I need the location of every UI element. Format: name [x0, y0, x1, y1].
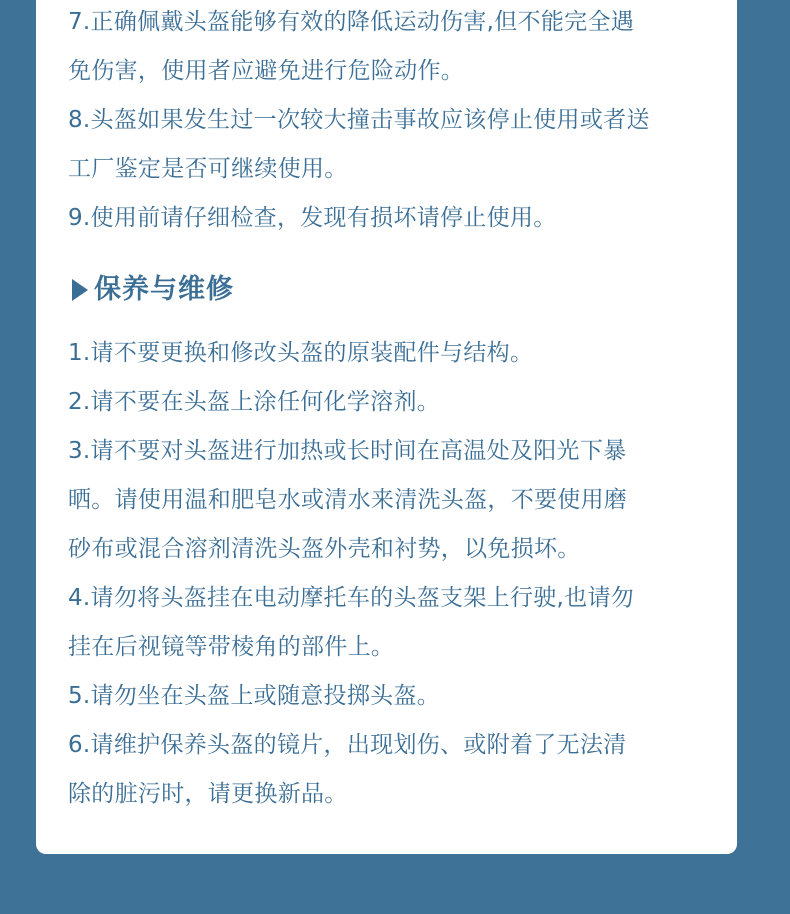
maintenance-item-2: 2.请不要在头盔上涂任何化学溶剂。: [68, 389, 441, 415]
safety-note-7-line-2: 免伤害，使用者应避免进行危险动作。: [68, 58, 465, 84]
safety-note-7-line-1: 7.正确佩戴头盔能够有效的降低运动伤害,但不能完全遇: [68, 9, 635, 35]
triangle-bullet-icon: [72, 279, 88, 301]
maintenance-item-3-line-1: 3.请不要对头盔进行加热或长时间在高温处及阳光下暴: [68, 438, 627, 464]
section-heading-maintenance: [72, 270, 234, 310]
safety-note-8-line-1: 8.头盔如果发生过一次较大撞击事故应该停止使用或者送: [68, 107, 650, 133]
maintenance-item-3-line-2: 晒。请使用温和肥皂水或清水来清洗头盔，不要使用磨: [68, 487, 628, 513]
maintenance-item-4-line-2: 挂在后视镜等带棱角的部件上。: [68, 634, 395, 660]
maintenance-item-6-line-1: 6.请维护保养头盔的镜片，出现划伤、或附着了无法清: [68, 732, 627, 758]
maintenance-item-4-line-1: 4.请勿将头盔挂在电动摩托车的头盔支架上行驶,也请勿: [68, 585, 635, 611]
maintenance-item-6-line-2: 除的脏污时，请更换新品。: [68, 781, 348, 807]
maintenance-item-5: 5.请勿坐在头盔上或随意投掷头盔。: [68, 683, 441, 709]
maintenance-item-1: 1.请不要更换和修改头盔的原装配件与结构。: [68, 340, 534, 366]
safety-note-8-line-2: 工厂鉴定是否可继续使用。: [68, 156, 348, 182]
section-heading-text: 保养与维修: [94, 274, 234, 305]
maintenance-item-3-line-3: 砂布或混合溶剂清洗头盔外壳和衬势，以免损坏。: [68, 536, 581, 562]
safety-note-9: 9.使用前请仔细检查，发现有损坏请停止使用。: [68, 205, 557, 231]
